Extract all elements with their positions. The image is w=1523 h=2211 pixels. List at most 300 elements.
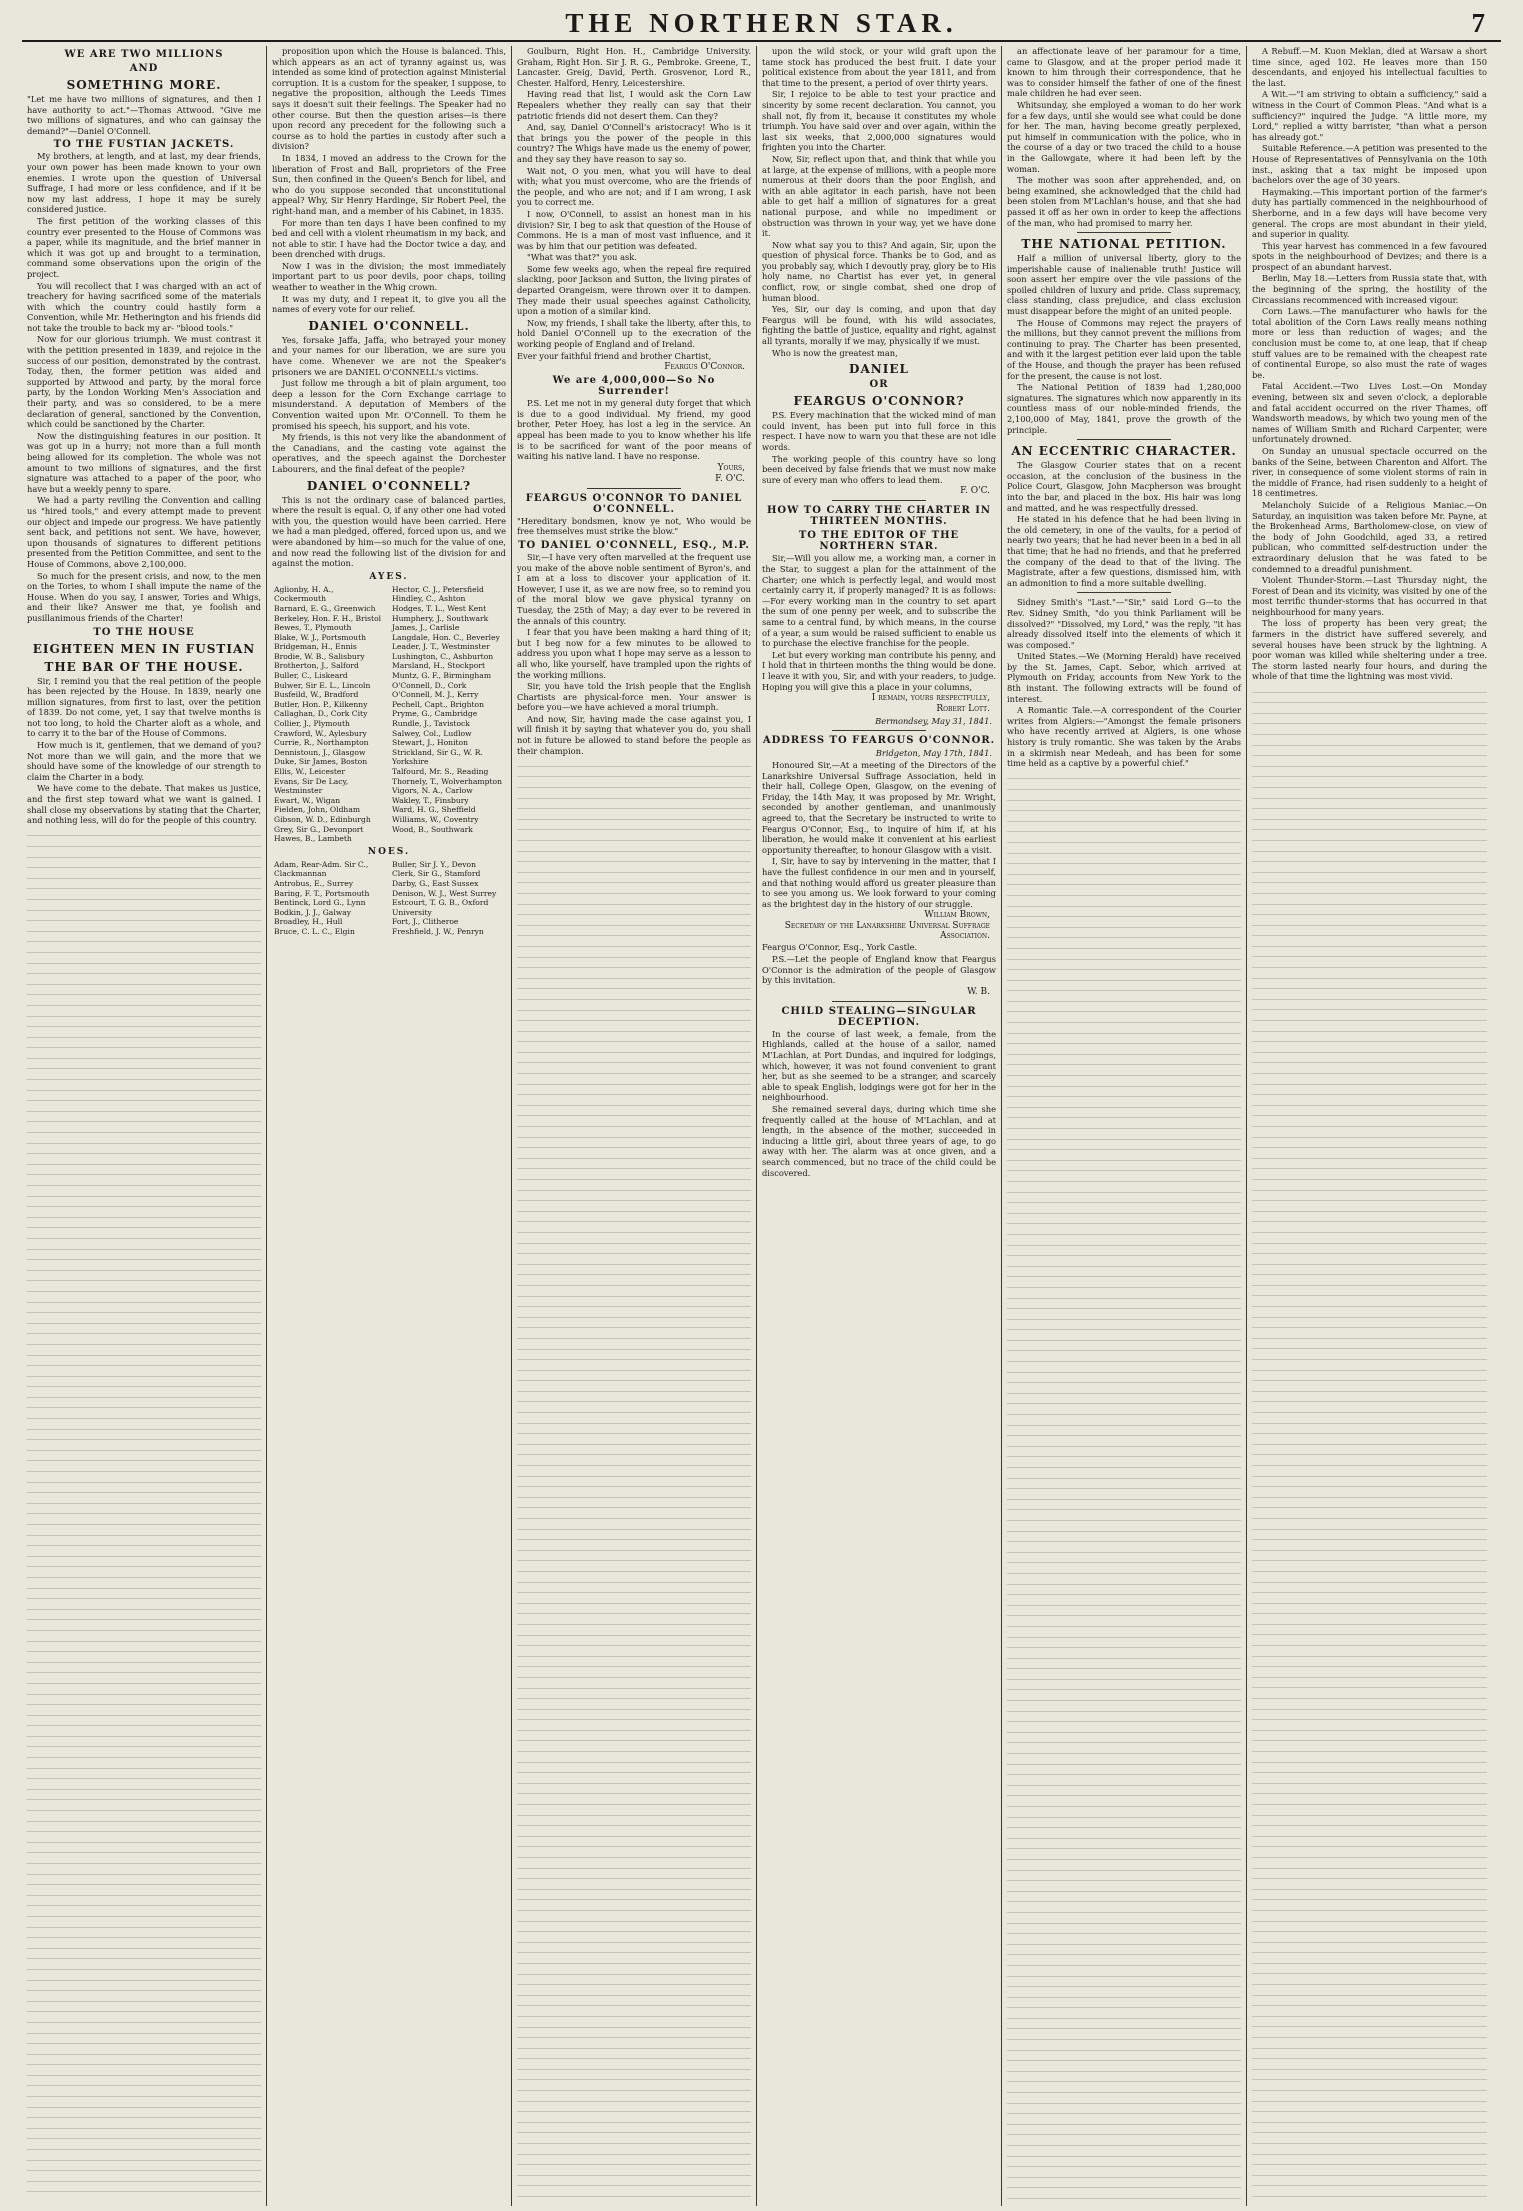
text-line xyxy=(1007,2156,1241,2157)
text-line xyxy=(1007,1859,1241,1860)
text-line xyxy=(517,1423,751,1424)
text-line xyxy=(27,1217,261,1218)
text-line xyxy=(27,1471,261,1472)
ayes-member: Lushington, C., Ashburton xyxy=(392,651,494,661)
text-line xyxy=(27,1990,261,1991)
text-line xyxy=(517,1115,751,1116)
article-heading: DANIEL O'CONNELL. xyxy=(308,318,470,333)
text-line xyxy=(517,935,751,936)
text-line xyxy=(517,1105,751,1106)
text-line xyxy=(517,1910,751,1911)
ayes-heading: AYES. xyxy=(369,571,409,582)
ayes-member: Evans, Sir De Lacy, Westminster xyxy=(274,776,349,796)
article-heading: DANIEL xyxy=(849,362,909,377)
text-line xyxy=(1007,990,1241,991)
text-line xyxy=(517,1200,751,1201)
noes-member: Buller, Sir J. Y., Devon xyxy=(392,859,477,869)
text-line xyxy=(1252,1825,1487,1826)
text-line xyxy=(1252,1624,1487,1625)
text-line xyxy=(27,1386,261,1387)
text-line xyxy=(27,1312,261,1313)
text-line xyxy=(27,1545,261,1546)
text-line xyxy=(1252,1793,1487,1794)
text-line xyxy=(27,1598,261,1599)
text-line xyxy=(517,1645,751,1646)
text-line xyxy=(1252,713,1487,714)
ayes-member: Hector, C. J., Petersfield xyxy=(392,584,484,594)
text-line xyxy=(1252,2048,1487,2049)
text-line xyxy=(27,1895,261,1896)
text-line xyxy=(1007,1096,1241,1097)
paragraph: The first petition of the working classes of this country ever presented to the House of Commons was a paper, while its magnitude, and the brief manner in which it was got up and brought to a termination, command some observations upon the origin of the project. xyxy=(27,215,261,279)
text-line xyxy=(27,1196,261,1197)
noes-member: Antrobus, E., Surrey xyxy=(274,878,354,888)
text-line xyxy=(1007,1954,1241,1955)
text-line xyxy=(517,1730,751,1731)
text-line xyxy=(517,1296,751,1297)
text-line xyxy=(517,1285,751,1286)
text-line xyxy=(517,1327,751,1328)
text-line xyxy=(1252,1073,1487,1074)
text-line xyxy=(27,2011,261,2012)
paragraph: Honoured Sir,—At a meeting of the Directors of the Lanarkshire Universal Suffrage Association, held in their hall, College Open, Glasgow, on the evening of Friday, the 14th May, it was proposed by Mr. Wright, seconded by another gentleman, and unanimously agreed to, that the Secretary be instructed to write to Feargus O'Connor, Esq., to inquire of him if, at his liberation, he would make it convenient at his earliest opportunity thereafter, to honour Glasgow with a visit. xyxy=(762,760,996,855)
text-line xyxy=(27,1492,261,1493)
paragraph: Now, my friends, I shall take the liberty, after this, to hold Daniel O'Connell up to the execration of the working people of England and of Ireland. xyxy=(517,317,751,350)
text-line xyxy=(27,1778,261,1779)
text-line xyxy=(517,1815,751,1816)
text-line xyxy=(1252,819,1487,820)
paragraph: Wait not, O you men, what you will have to deal with; what you must overcome, who are the friends of the people, and who are not; and if I am wrong, I ask you to correct me. xyxy=(517,165,751,208)
text-line xyxy=(1007,1245,1241,1246)
text-line xyxy=(517,1846,751,1847)
column-4 xyxy=(757,46,1002,2206)
ayes-member: Bewes, T., Plymouth xyxy=(274,623,352,633)
paragraph: My friends, is this not very like the abandonment of the Canadians, and the casting vote against the operatives, and the speech against the Dorchester Labourers, and the final defeat of the people? xyxy=(272,432,506,474)
text-line xyxy=(1252,1910,1487,1911)
text-line xyxy=(1252,1041,1487,1042)
text-line xyxy=(1252,1952,1487,1953)
text-line xyxy=(1252,1243,1487,1244)
text-line xyxy=(1007,1997,1241,1998)
text-line xyxy=(517,1274,751,1275)
text-line xyxy=(517,2079,751,2080)
ayes-member: Pechell, Capt., Brighton xyxy=(392,699,484,709)
text-line xyxy=(27,1789,261,1790)
ayes-member: Bridgeman, H., Ennis xyxy=(274,642,357,652)
paragraph: Yes, Sir, our day is coming, and upon that day Feargus will be found, with his wild associates, fighting the battle of justice, equality and right, against all tyrants, morally if we may, physically if we must. xyxy=(762,304,996,347)
text-line xyxy=(27,941,261,942)
text-line xyxy=(1252,1211,1487,1212)
text-line xyxy=(27,1068,261,1069)
paragraph: Let but every working man contribute his penny, and I hold that in thirteen months the thing would be done. I leave it with you, Sir, and with your readers, to judge. Hoping you will give this a place in your columns, xyxy=(762,649,996,692)
text-line xyxy=(1252,1031,1487,1032)
text-line xyxy=(517,2122,751,2123)
text-line xyxy=(27,952,261,953)
text-line xyxy=(27,2128,261,2129)
text-line xyxy=(27,2064,261,2065)
text-line xyxy=(1252,1846,1487,1847)
text-line xyxy=(1007,1647,1241,1648)
paragraph: The Glasgow Courier states that on a recent occasion, at the conclusion of the business in the Police Court, Glasgow, John Macpherson was brought into the bar, and placed in the box. His hair was long and matted, and he was respectfully dressed. xyxy=(1007,460,1241,513)
text-line xyxy=(1007,874,1241,875)
text-line xyxy=(27,1376,261,1377)
text-line xyxy=(1252,1158,1487,1159)
text-line xyxy=(1007,1785,1241,1786)
text-line xyxy=(1252,1666,1487,1667)
ayes-member: Thornely, T., Wolverhampton xyxy=(392,776,502,786)
text-line xyxy=(517,1221,751,1222)
text-line xyxy=(27,1588,261,1589)
text-line xyxy=(27,1556,261,1557)
text-line xyxy=(517,1889,751,1890)
text-line xyxy=(1252,1550,1487,1551)
text-line xyxy=(1252,829,1487,830)
text-line xyxy=(1252,1878,1487,1879)
text-line xyxy=(1007,863,1241,864)
text-line xyxy=(1252,946,1487,947)
ayes-member: Humphery, J., Southwark xyxy=(392,613,489,623)
text-line xyxy=(517,787,751,788)
dateline: Bridgeton, May 17th, 1841. xyxy=(875,748,992,759)
text-line xyxy=(1252,1348,1487,1349)
text-line xyxy=(517,2037,751,2038)
text-line xyxy=(517,2048,751,2049)
text-line xyxy=(1252,734,1487,735)
paragraph: Sir,—Will you allow me, a working man, a corner in the Star, to suggest a plan for the attainment of the Charter; one which is perfectly legal, and would most certainly carry it, if properly managed? It is as follows:—For every working man in the country to set apart the sum of one penny per week, and to subscribe the same to a central fund, by which means, in the course of a year, a sum would be raised sufficient to enable us to purchase the elective franchise for the people. xyxy=(762,553,996,649)
text-line xyxy=(1007,1266,1241,1267)
paragraph: Now, Sir, reflect upon that, and think that while you at large, at the expense of millions, with a people more numerous at their doors than the poor English, and with an able agitator in each parish, have not been able to get half a million of signatures for a great national purpose, and while no impediment or obstruction was thrown in your way, yet we have done it. xyxy=(762,153,996,239)
text-line xyxy=(1252,1931,1487,1932)
article-heading: THE NATIONAL PETITION. xyxy=(1021,237,1227,252)
text-line xyxy=(27,1100,261,1101)
text-line xyxy=(1252,1582,1487,1583)
text-line xyxy=(517,1243,751,1244)
text-line xyxy=(27,910,261,911)
text-line xyxy=(1007,1944,1241,1945)
ayes-member: Hawes, B., Lambeth xyxy=(274,834,352,844)
text-line xyxy=(1007,1615,1241,1616)
paragraph: Corn Laws.—The manufacturer who hawls for the total abolition of the Corn Laws really means nothing more or less than reduction of wages; and the conclusion must be come to, at one leap, that if cheap stuff values are to be remained with the cheapest rate of continental Europe, so also must the rate of wages be. xyxy=(1252,306,1487,380)
text-line xyxy=(1252,988,1487,989)
paragraph: Yes, forsake Jaffa, Jaffa, who betrayed your money and your names for our liberation, we are sure you have come. Whenever we are not the Speaker's prisoners we are DANIEL O'CONNELL's victims. xyxy=(272,334,506,377)
rally-line: We are 4,000,000—So No Surrender! xyxy=(552,375,716,398)
text-line xyxy=(1007,1319,1241,1320)
paragraph: She remained several days, during which time she frequently called at the house of M'Lachlan, and at length, in the absence of the mother, succeeded in inducing a little girl, about three years of age, to go away with her. The alarm was at once given, and a search commenced, but no trace of the child could be discovered. xyxy=(762,1103,996,1178)
text-line xyxy=(1252,872,1487,873)
text-line xyxy=(1252,1168,1487,1169)
noes-member: Darby, G., East Sussex xyxy=(392,878,479,888)
text-line xyxy=(1007,980,1241,981)
text-line xyxy=(1007,1234,1241,1235)
text-line xyxy=(1007,1393,1241,1394)
text-line xyxy=(27,846,261,847)
paragraph: And now, Sir, having made the case against you, I will finish it by saying that whatever you do, you shall not in future be allowed to stand before the people as their champion. xyxy=(517,713,751,756)
text-line xyxy=(27,2107,261,2108)
text-line xyxy=(27,1397,261,1398)
text-line xyxy=(27,1058,261,1059)
text-line xyxy=(1007,1478,1241,1479)
text-line xyxy=(1252,1052,1487,1053)
text-line xyxy=(1007,916,1241,917)
ayes-member: Muntz, G. F., Birmingham xyxy=(392,671,492,681)
text-line xyxy=(1007,1011,1241,1012)
text-line xyxy=(517,1698,751,1699)
text-line xyxy=(517,1688,751,1689)
text-line xyxy=(517,1179,751,1180)
text-line xyxy=(1007,2018,1241,2019)
text-line xyxy=(27,1704,261,1705)
text-line xyxy=(1007,810,1241,811)
text-line xyxy=(27,2096,261,2097)
text-line xyxy=(27,1164,261,1165)
text-line xyxy=(1252,2122,1487,2123)
text-line xyxy=(1007,895,1241,896)
text-line xyxy=(27,1619,261,1620)
ayes-member: Fielden, John, Oldham xyxy=(274,805,361,815)
text-line xyxy=(1007,1965,1241,1966)
ayes-member: Dennistoun, J., Glasgow xyxy=(274,747,366,757)
paragraph: I fear that you have been making a hard thing of it; but I beg now for a few minutes to be allowed to address you upon what I hope may serve as a lesson to all who, like yourself, have trampled upon the rights of the working millions. xyxy=(517,627,751,680)
text-line xyxy=(1252,1751,1487,1752)
text-line xyxy=(1252,1253,1487,1254)
text-line xyxy=(27,1746,261,1747)
text-line xyxy=(1252,1423,1487,1424)
text-line xyxy=(1007,1827,1241,1828)
text-line xyxy=(1007,1668,1241,1669)
text-lines xyxy=(1007,778,1241,2199)
paragraph: Now for our glorious triumph. We must contrast it with the petition presented in 1839, and rejoice in the success of our position, demonstrated by the contrast. Today, then, the former petition was aided and supported by Attwood and party, by the moral force party, by the London Working Men's Association and their party, and was so considered, to be a mere declaration of general, sanctioned by the Convention, which could be sanctioned by the Charter. xyxy=(27,334,261,430)
divider xyxy=(1077,439,1171,440)
text-line xyxy=(517,925,751,926)
signature-initials: W. B. xyxy=(967,986,990,997)
ayes-member: Grey, Sir G., Devonport xyxy=(274,824,364,834)
article-heading: HOW TO CARRY THE CHARTER IN THIRTEEN MONTHS. xyxy=(766,505,992,528)
text-line xyxy=(517,1380,751,1381)
text-line xyxy=(1252,1815,1487,1816)
text-line xyxy=(1007,1499,1241,1500)
paragraph: In 1834, I moved an address to the Crown for the liberation of Frost and Ball, proprietors of the Free Sun, then confined in the Queen's Bench for libel, and who do you suppose seconded that unconstitutional appeal? Why, Sir Henry Hardinge, Sir Robert Peel, the right-hand man, and a member of his Cabinet, in 1835. xyxy=(272,152,506,216)
paragraph: Goulburn, Right Hon. H., Cambridge University. Graham, Right Hon. Sir J. R. G., Pembroke. Greene, T., Lancaster. Greig, David, Perth. Grosvenor, Lord R., Chester. Halford, Henry, Leicestershire. xyxy=(517,46,751,88)
text-line xyxy=(1252,1306,1487,1307)
article-heading: DANIEL O'CONNELL? xyxy=(306,478,472,493)
text-line xyxy=(27,1969,261,1970)
text-line xyxy=(27,1439,261,1440)
paragraph: Some few weeks ago, when the repeal fire required slacking, poor Jackson and Sutton, the living pirates of departed Orangeism, were thrown over it to dampen. They made their usual speeches against Catholicity, upon a motion of a similar kind. xyxy=(517,263,751,317)
text-line xyxy=(1252,2111,1487,2112)
text-line xyxy=(517,882,751,883)
paragraph: He stated in his defence that he had been living in the old cemetery, in one of the vaults, for a period of nearly two years; that he had never been in a bed in all that time; that he had no friends, and that he preferred the company of the dead to that of the living. The Magistrate, after a few questions, dismissed him, with an admonition to find a more suitable dwelling. xyxy=(1007,514,1241,588)
text-line xyxy=(1007,1340,1241,1341)
text-line xyxy=(1252,2069,1487,2070)
text-line xyxy=(517,1550,751,1551)
text-line xyxy=(1252,1274,1487,1275)
text-line xyxy=(1007,1139,1241,1140)
signoff: Ever your faithful friend and brother Chartist, xyxy=(517,350,712,361)
text-line xyxy=(517,766,751,767)
text-line xyxy=(27,1948,261,1949)
paragraph: Half a million of universal liberty, glory to the imperishable cause of inalienable truth! Justice will soon assert her empire over the vile passions of the spoiled children of luxury and pride. Class supremacy, class standing, class prejudice, and class exclusion must disappear before the might of an united people. xyxy=(1007,253,1241,317)
text-line xyxy=(1252,1391,1487,1392)
ayes-member: Currie, R., Northampton xyxy=(274,738,369,748)
text-line xyxy=(517,1264,751,1265)
text-line xyxy=(1007,1679,1241,1680)
text-line xyxy=(1007,1043,1241,1044)
noes-member: Baring, F. T., Portsmouth xyxy=(274,888,370,898)
text-line xyxy=(1007,1594,1241,1595)
text-line xyxy=(1007,1382,1241,1383)
text-line xyxy=(1252,1317,1487,1318)
text-line xyxy=(517,829,751,830)
text-line xyxy=(27,1355,261,1356)
epigraph: "Let me have two millions of signatures, and then I have authority to act."—Thomas Attwood. "Give me two millions of signatures, and who can gainsay the demand?"—Daniel O'Connell. xyxy=(27,94,261,136)
ayes-member: Crawford, W., Aylesbury xyxy=(274,728,367,738)
text-line xyxy=(27,867,261,868)
noes-member: Bodkin, J. J., Galway xyxy=(274,907,352,917)
text-line xyxy=(517,1984,751,1985)
signature: Robert Lott. xyxy=(936,704,990,715)
text-line xyxy=(1252,1200,1487,1201)
text-line xyxy=(1007,1054,1241,1055)
text-line xyxy=(517,851,751,852)
text-line xyxy=(1252,1677,1487,1678)
text-line xyxy=(1007,821,1241,822)
text-line xyxy=(1252,2005,1487,2006)
ayes-member: Williams, W., Coventry xyxy=(392,814,479,824)
text-line xyxy=(517,2016,751,2017)
noes-member: Freshfield, J. W., Penryn xyxy=(392,926,484,936)
text-line xyxy=(1007,1425,1241,1426)
text-line xyxy=(27,1270,261,1271)
text-line xyxy=(1252,978,1487,979)
text-line xyxy=(1007,1976,1241,1977)
text-line xyxy=(27,1185,261,1186)
text-line xyxy=(1252,1507,1487,1508)
text-line xyxy=(27,2138,261,2139)
text-line xyxy=(1252,1009,1487,1010)
text-line xyxy=(1252,914,1487,915)
text-line xyxy=(27,1418,261,1419)
text-line xyxy=(1252,1094,1487,1095)
text-line xyxy=(517,1582,751,1583)
text-line xyxy=(1252,1433,1487,1434)
noes-member: Denison, W. J., West Surrey xyxy=(392,888,497,898)
paragraph: upon the wild stock, or your wild graft upon the tame stock has produced the best fruit. I date your political existence from about the year 1811, and from that time to the present, a period of over thirty years. xyxy=(762,46,996,88)
article-heading: ADDRESS TO FEARGUS O'CONNOR. xyxy=(762,735,996,747)
text-line xyxy=(1252,1115,1487,1116)
text-line xyxy=(27,1037,261,1038)
text-line xyxy=(517,798,751,799)
text-line xyxy=(1252,1359,1487,1360)
article-heading: AN ECCENTRIC CHARACTER. xyxy=(1011,444,1237,459)
text-line xyxy=(1007,1350,1241,1351)
text-line xyxy=(27,2160,261,2161)
text-line xyxy=(1007,1795,1241,1796)
ayes-member: Vigors, N. A., Carlow xyxy=(392,786,473,796)
text-line xyxy=(517,1560,751,1561)
text-line xyxy=(1007,2124,1241,2125)
text-line xyxy=(1252,1126,1487,1127)
divider xyxy=(832,730,926,731)
text-line xyxy=(1252,1454,1487,1455)
text-line xyxy=(1252,1412,1487,1413)
text-line xyxy=(27,1566,261,1567)
ayes-member: O'Connell, M. J., Kerry xyxy=(392,690,479,700)
text-line xyxy=(1007,2198,1241,2199)
text-line xyxy=(1007,948,1241,949)
text-line xyxy=(27,1513,261,1514)
text-line xyxy=(517,1878,751,1879)
text-line xyxy=(27,1630,261,1631)
text-line xyxy=(1007,2113,1241,2114)
paragraph: I, Sir, have to say by intervening in the matter, that I have the fullest confidence in our men and in yourself, and that nothing would afford us greater pleasure than to see you among us. We look forward to your coming as the brightest day in the history of our struggle. xyxy=(762,856,996,909)
text-line xyxy=(27,1535,261,1536)
text-lines xyxy=(27,835,261,2192)
paragraph: The National Petition of 1839 had 1,280,000 signatures. The signatures which now apparently in its countless mass of our noble-minded friends, the 2,100,000 of May, 1841, prove the growth of the principle. xyxy=(1007,382,1241,435)
text-line xyxy=(1252,1783,1487,1784)
text-line xyxy=(517,1232,751,1233)
text-line xyxy=(517,1391,751,1392)
text-line xyxy=(517,1613,751,1614)
text-line xyxy=(1252,925,1487,926)
paragraph: Melancholy Suicide of a Religious Maniac.—On Saturday, an inquisition was taken before Mr. Payne, at the Brokenhead Arms, Bartholomew-close, on view of the body of John Goodchild, aged 33, a retired publican, who committed self-destruction under the extraordinary delusion that he was fated to be condemned to a dreadful punishment. xyxy=(1252,499,1487,574)
recipient: Feargus O'Connor, Esq., York Castle. xyxy=(762,942,918,953)
text-line xyxy=(517,2069,751,2070)
paragraph: Sidney Smith's "Last."—"Sir," said Lord G—to the Rev. Sidney Smith, "do you think Parliament will be dissolved?" "Dissolved, my Lord," was the reply, "it has already dissolved itself into the elements of which it was composed." xyxy=(1007,597,1241,650)
text-line xyxy=(1007,906,1241,907)
paragraph: It was my duty, and I repeat it, to give you all the names of every vote for our relief. xyxy=(272,293,506,315)
paragraph: The House of Commons may reject the prayers of the millions, but they cannot prevent the millions from continuing to pray. The Charter has been presented, and with it the largest petition ever laid upon the table of the House, and though the prayer has been refused for the present, the cause is not lost. xyxy=(1007,317,1241,381)
text-line xyxy=(517,2090,751,2091)
text-line xyxy=(517,1465,751,1466)
text-line xyxy=(517,1486,751,1487)
ayes-member: Hindley, C., Ashton xyxy=(392,594,466,604)
text-line xyxy=(517,1624,751,1625)
paragraph: Now the distinguishing features in our position. It was got up in a hurry; not more than a full month being allowed for its completion. The whole was not amount to two millions of signatures, and the first signature was attached to a paper of the poor, who have but a weekly penny to spare. xyxy=(27,430,261,494)
text-line xyxy=(517,2058,751,2059)
text-line xyxy=(1252,808,1487,809)
text-line xyxy=(1252,1084,1487,1085)
text-line xyxy=(1252,1285,1487,1286)
text-line xyxy=(27,1641,261,1642)
text-line xyxy=(27,2054,261,2055)
text-line xyxy=(517,840,751,841)
text-line xyxy=(1007,2134,1241,2135)
text-line xyxy=(1007,1287,1241,1288)
paragraph: Sir, I remind you that the real petition of the people has been rejected by the House. In 1839, nearly one million signatures, from first to last, over the petition of 1839. Do not come, yet, I say that twelve months is not too long, to hold the Charter aloft as a whole, and to carry it to the bar of the House of Commons. xyxy=(27,675,261,739)
text-line xyxy=(1007,1467,1241,1468)
text-line xyxy=(1007,1562,1241,1563)
text-line xyxy=(27,835,261,836)
ayes-member: Collier, J., Plymouth xyxy=(274,719,350,729)
text-line xyxy=(517,1052,751,1053)
text-line xyxy=(517,1974,751,1975)
ayes-member: Wood, B., Southwark xyxy=(392,824,473,834)
text-line xyxy=(27,2191,261,2192)
text-line xyxy=(1252,1984,1487,1985)
text-line xyxy=(1252,999,1487,1000)
text-line xyxy=(27,1874,261,1875)
paragraph: Haymaking.—This important portion of the farmer's duty has partially commenced in the neighbourhood of Sherborne, and in a few days will have become very general. The crops are most abundant in their yield, and superior in quality. xyxy=(1252,186,1487,240)
text-line xyxy=(517,2143,751,2144)
text-line xyxy=(517,957,751,958)
signature-role: Secretary of the Lanarkshire Universal Suffrage Association. xyxy=(784,921,990,942)
text-line xyxy=(517,1253,751,1254)
column-1 xyxy=(22,46,267,2206)
text-line xyxy=(27,1884,261,1885)
text-line xyxy=(1007,1552,1241,1553)
ayes-member: Talfourd, Mr. S., Reading xyxy=(392,767,489,776)
text-line xyxy=(517,1084,751,1085)
